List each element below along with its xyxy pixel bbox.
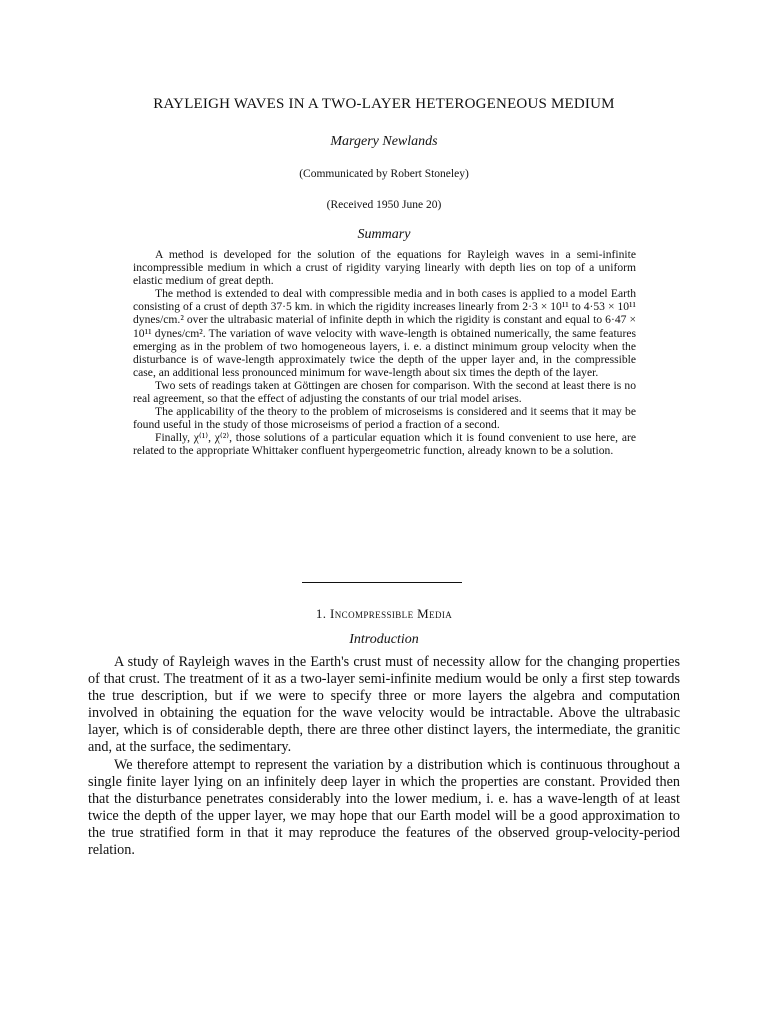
subsection-heading: Introduction bbox=[349, 632, 419, 647]
body-paragraph: We therefore attempt to represent the variation by a distribution which is continuous throughout a single finite layer lying on an infinitely deep layer in which the properties are constant. Provided then that the disturbance penetrates considerably into the lower medium, i. e. has a wave-length of at least twice the depth of the upper layer, we may hope that our Earth model will be a good approximation to the true stratified form in that it may reproduce the features of the observed group-velocity-period relation. bbox=[88, 756, 680, 859]
section-number: 1. bbox=[315, 606, 327, 621]
summary-paragraph: The method is extended to deal with compressible media and in both cases is applied to a model Earth consisting of a crust of depth 37·5 km. in which the rigidity increases linearly from 2·3 × 10¹¹ to 4·53 × 10¹¹ dynes/cm.² over the ultrabasic material of infinite depth in which the rigidity is constant and equal to 6·47 × 10¹¹ dynes/cm². The variation of wave velocity with wave-length is obtained numerically, the same features emerging as in the problem of two homogeneous layers, i. e. a distinct minimum group velocity when the disturbance is of wave-length approximately twice the depth of the upper layer and, in the compressible case, an additional less pronounced minimum for wave-length about six times the depth of the layer. bbox=[133, 287, 636, 379]
summary-paragraph: A method is developed for the solution of the equations for Rayleigh waves in a semi-infinite incompressible medium in which a crust of rigidity varying linearly with depth lies on top of a uniform elastic medium of great depth. bbox=[133, 248, 636, 288]
summary-heading: Summary bbox=[357, 227, 411, 242]
summary-paragraph: The applicability of the theory to the problem of microseisms is considered and it seems that it may be found useful in the study of those microseisms of period a fraction of a second. bbox=[133, 405, 636, 432]
paper-title: RAYLEIGH WAVES IN A TWO-LAYER HETEROGENEOUS MEDIUM bbox=[153, 96, 615, 112]
author-name: Margery Newlands bbox=[330, 134, 438, 149]
body-paragraph: A study of Rayleigh waves in the Earth's crust must of necessity allow for the changing properties of that crust. The treatment of it as a two-layer semi-infinite medium would be only a first step towards the true description, but if we were to specify three or more layers the algebra and computation involved in obtaining the equation for the wave velocity would be intractable. Above the ultrabasic layer, which is of considerable depth, there are three other distinct layers, the intermediate, the granitic and, at the surface, the sedimentary. bbox=[88, 654, 680, 756]
section-title: Incompressible Media bbox=[330, 606, 453, 621]
section-divider bbox=[302, 582, 462, 583]
received-date: (Received 1950 June 20) bbox=[326, 199, 442, 211]
summary-abstract bbox=[133, 248, 636, 458]
summary-paragraph: Two sets of readings taken at Göttingen are chosen for comparison. With the second at least there is no real agreement, so that the effect of adjusting the constants of our trial model arises. bbox=[133, 378, 636, 406]
communicated-by: (Communicated by Robert Stoneley) bbox=[299, 168, 469, 180]
body-text bbox=[88, 654, 680, 859]
section-heading bbox=[0, 606, 768, 622]
summary-paragraph: Finally, χ⁽¹⁾, χ⁽²⁾, those solutions of a particular equation which it is found convenient to use here, are related to the appropriate Whittaker confluent hypergeometric function, already known to be a solution. bbox=[133, 431, 636, 458]
